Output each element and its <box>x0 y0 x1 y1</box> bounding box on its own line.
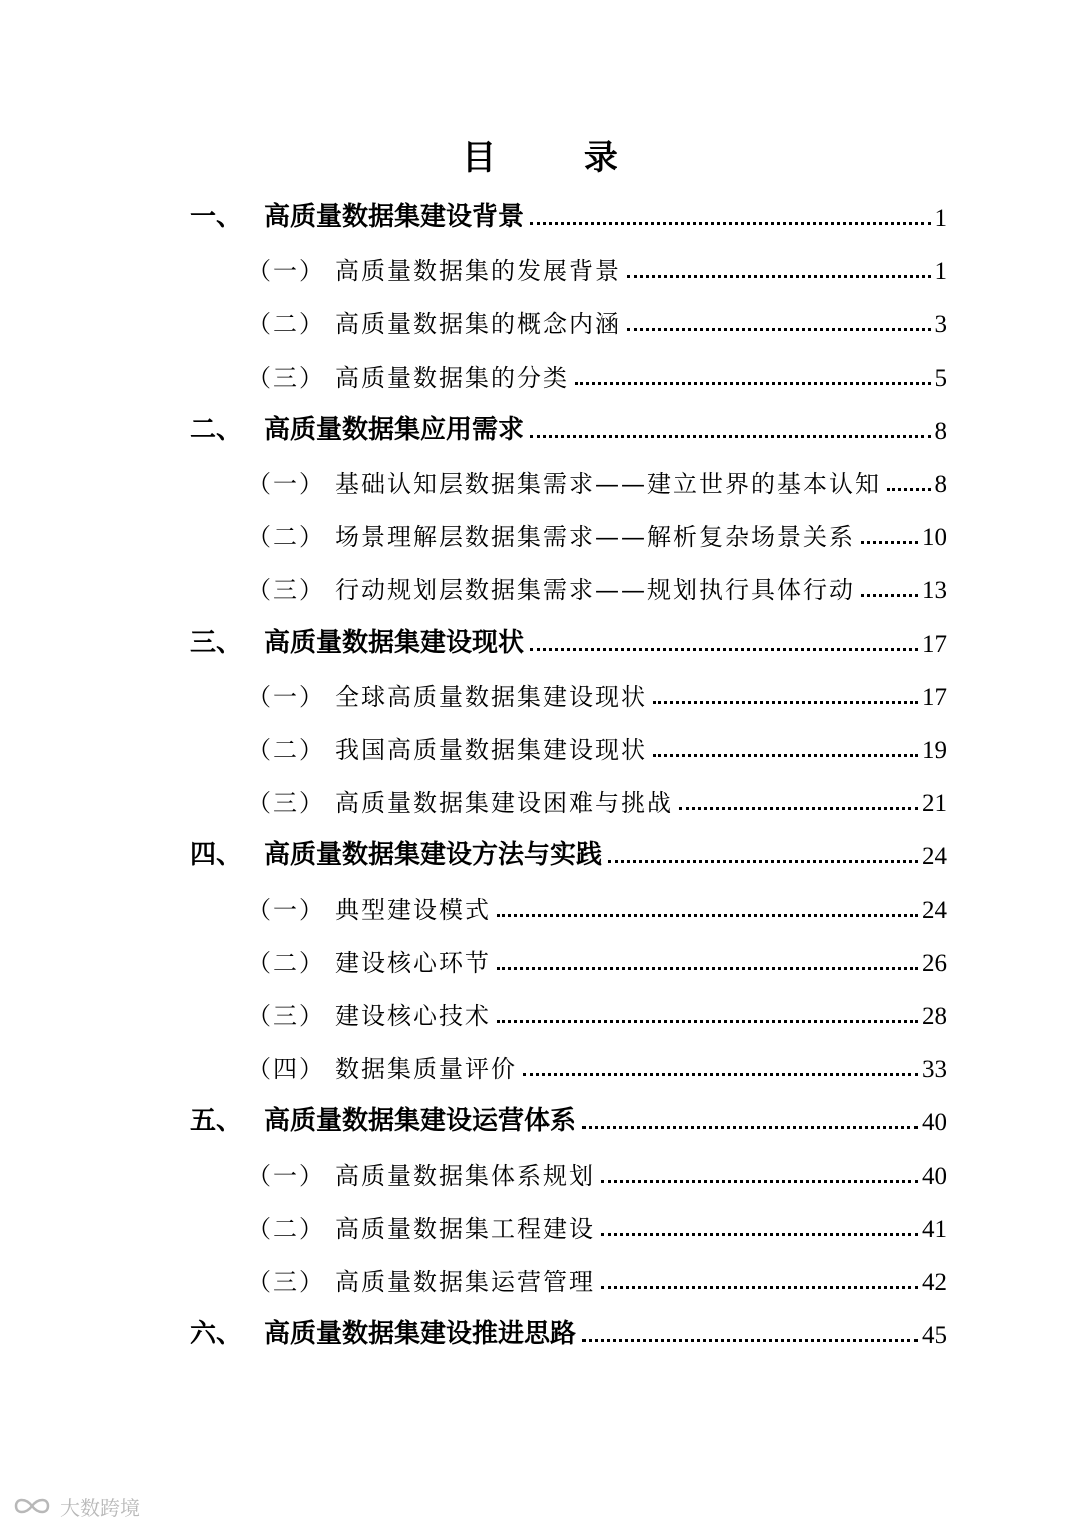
toc-section-entry[interactable] <box>247 1204 947 1244</box>
toc-section-entry[interactable] <box>247 1257 947 1297</box>
toc-section-entry[interactable] <box>247 672 947 712</box>
toc-entry-number: （一） <box>247 683 325 711</box>
toc-page-number: 41 <box>922 1216 947 1243</box>
toc-section-entry[interactable] <box>247 938 947 978</box>
toc-entry-number: （四） <box>247 1055 325 1083</box>
toc-chapter-entry[interactable] <box>190 193 947 233</box>
toc-page-number: 10 <box>922 524 947 551</box>
toc-entry-number: （二） <box>247 736 325 764</box>
toc-section-entry[interactable] <box>247 459 947 499</box>
toc-entry-number: （三） <box>247 364 325 392</box>
toc-dot-leader <box>861 541 918 544</box>
toc-entry-title: 典型建设模式 <box>335 896 491 924</box>
toc-entry-title: 建设核心技术 <box>335 1002 491 1030</box>
toc-entry-number: （一） <box>247 470 325 498</box>
infinity-logo-icon <box>10 1494 54 1518</box>
toc-entry-number: （二） <box>247 310 325 338</box>
toc-dot-leader <box>530 648 918 651</box>
toc-page-number: 24 <box>922 897 947 924</box>
toc-page-number: 3 <box>934 311 947 338</box>
toc-dot-leader <box>861 594 918 597</box>
toc-entry-number: 三、 <box>190 628 243 658</box>
toc-entry-number: （二） <box>247 949 325 977</box>
toc-page-number: 40 <box>922 1163 947 1190</box>
toc-page-number: 42 <box>922 1269 947 1296</box>
toc-chapter-entry[interactable] <box>190 1310 947 1350</box>
toc-entry-number: 五、 <box>190 1106 243 1136</box>
toc-entry-title: 高质量数据集的分类 <box>335 364 569 392</box>
toc-entry-title: 高质量数据集建设方法与实践 <box>264 840 603 870</box>
toc-page-number: 17 <box>922 684 947 711</box>
toc-entry-title: 建设核心环节 <box>335 949 491 977</box>
toc-section-entry[interactable] <box>247 1151 947 1191</box>
toc-entry-title: 基础认知层数据集需求——建立世界的基本认知 <box>335 470 881 498</box>
toc-entry-number: （二） <box>247 1215 325 1243</box>
toc-entry-number: （三） <box>247 576 325 604</box>
toc-dot-leader <box>608 860 918 863</box>
toc-section-entry[interactable] <box>247 991 947 1031</box>
toc-page-number: 21 <box>922 790 947 817</box>
toc-dot-leader <box>575 382 931 385</box>
toc-title: 目 录 <box>462 138 656 178</box>
toc-page-number: 33 <box>922 1056 947 1083</box>
toc-dot-leader <box>679 807 918 810</box>
toc-dot-leader <box>497 914 918 917</box>
toc-chapter-entry[interactable] <box>190 831 947 871</box>
toc-chapter-entry[interactable] <box>190 406 947 446</box>
toc-entry-title: 高质量数据集的发展背景 <box>335 257 621 285</box>
toc-dot-leader <box>530 222 930 225</box>
toc-section-entry[interactable] <box>247 299 947 339</box>
toc-entry-title: 场景理解层数据集需求——解析复杂场景关系 <box>335 523 855 551</box>
toc-page-number: 40 <box>922 1109 947 1136</box>
toc-entry-title: 我国高质量数据集建设现状 <box>335 736 647 764</box>
toc-entry-title: 高质量数据集的概念内涵 <box>335 310 621 338</box>
toc-chapter-entry[interactable] <box>190 1097 947 1137</box>
toc-page-number: 45 <box>922 1322 947 1349</box>
toc-entry-title: 高质量数据集建设困难与挑战 <box>335 789 673 817</box>
toc-dot-leader <box>530 435 930 438</box>
toc-entry-title: 高质量数据集建设推进思路 <box>264 1319 577 1349</box>
toc-page-number: 1 <box>934 258 947 285</box>
toc-section-entry[interactable] <box>247 512 947 552</box>
toc-dot-leader <box>497 1020 918 1023</box>
toc-dot-leader <box>627 275 931 278</box>
toc-entry-title: 高质量数据集运营管理 <box>335 1268 595 1296</box>
toc-dot-leader <box>601 1233 918 1236</box>
toc-section-entry[interactable] <box>247 778 947 818</box>
toc-entry-number: 一、 <box>190 202 243 232</box>
toc-entry-title: 数据集质量评价 <box>335 1055 517 1083</box>
toc-entry-title: 全球高质量数据集建设现状 <box>335 683 647 711</box>
toc-entry-number: 六、 <box>190 1319 243 1349</box>
toc-section-entry[interactable] <box>247 353 947 393</box>
toc-entry-number: （一） <box>247 257 325 285</box>
toc-section-entry[interactable] <box>247 246 947 286</box>
toc-section-entry[interactable] <box>247 1044 947 1084</box>
toc-dot-leader <box>601 1286 918 1289</box>
toc-dot-leader <box>497 967 918 970</box>
toc-dot-leader <box>582 1339 918 1342</box>
toc-entry-title: 高质量数据集工程建设 <box>335 1215 595 1243</box>
toc-page-number: 1 <box>934 205 947 232</box>
toc-entry-number: （一） <box>247 896 325 924</box>
toc-page-number: 26 <box>922 950 947 977</box>
toc-section-entry[interactable] <box>247 725 947 765</box>
watermark <box>10 1492 140 1520</box>
toc-entry-number: （三） <box>247 789 325 817</box>
toc-entry-title: 行动规划层数据集需求——规划执行具体行动 <box>335 576 855 604</box>
toc-dot-leader <box>582 1126 918 1129</box>
toc-page-number: 8 <box>934 471 947 498</box>
toc-dot-leader <box>627 328 931 331</box>
toc-section-entry[interactable] <box>247 565 947 605</box>
toc-dot-leader <box>653 701 918 704</box>
toc-entry-number: （一） <box>247 1162 325 1190</box>
toc-entry-number: 四、 <box>190 840 243 870</box>
toc-section-entry[interactable] <box>247 885 947 925</box>
toc-dot-leader <box>601 1180 918 1183</box>
watermark-text: 大数跨境 <box>60 1495 140 1520</box>
toc-page-number: 5 <box>934 365 947 392</box>
toc-entry-title: 高质量数据集应用需求 <box>264 415 525 445</box>
toc-page-number: 24 <box>922 843 947 870</box>
toc-entry-number: （二） <box>247 523 325 551</box>
toc-entry-title: 高质量数据集建设运营体系 <box>264 1106 577 1136</box>
toc-page-number: 17 <box>922 631 947 658</box>
toc-dot-leader <box>887 488 931 491</box>
toc-page-number: 8 <box>934 418 947 445</box>
toc-dot-leader <box>653 754 918 757</box>
toc-entry-number: （三） <box>247 1002 325 1030</box>
toc-chapter-entry[interactable] <box>190 619 947 659</box>
toc-page-number: 28 <box>922 1003 947 1030</box>
toc-dot-leader <box>523 1073 918 1076</box>
toc-entry-title: 高质量数据集体系规划 <box>335 1162 595 1190</box>
toc-entry-number: 二、 <box>190 415 243 445</box>
toc-entry-title: 高质量数据集建设现状 <box>264 628 525 658</box>
toc-entry-title: 高质量数据集建设背景 <box>264 202 525 232</box>
toc-page-number: 19 <box>922 737 947 764</box>
toc-page-number: 13 <box>922 577 947 604</box>
toc-entry-number: （三） <box>247 1268 325 1296</box>
